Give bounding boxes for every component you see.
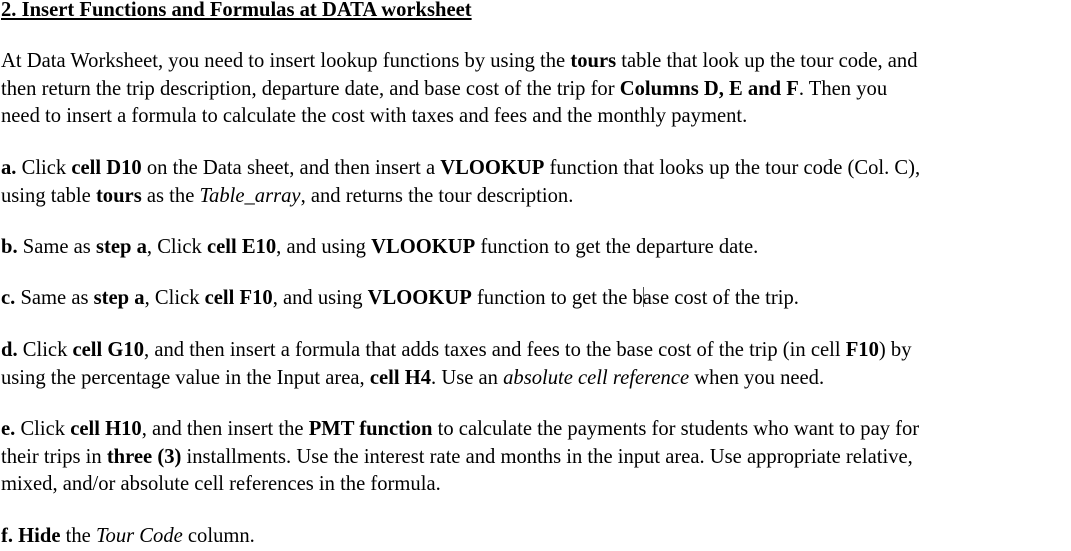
step-e-text: installments. Use the interest rate and months in the input area. Use appropriate relative, [181, 445, 913, 468]
intro-line-2 [1, 76, 1070, 104]
step-b-step-ref: step a [95, 236, 147, 258]
step-c-text: Same as [15, 287, 94, 309]
step-e-marker: e. [1, 418, 16, 440]
step-e-text: , and then insert the [141, 418, 309, 440]
step-d-cell-ref-h4: cell H4 [369, 366, 432, 389]
step-a-text: on the Data sheet, and then insert a [141, 157, 441, 179]
step-d-text: when you need. [689, 366, 825, 389]
step-d-line-1 [1, 337, 1070, 365]
step-f-line-1 [1, 523, 1070, 551]
step-d-paragraph [1, 337, 1070, 392]
step-b-paragraph [1, 234, 1070, 262]
section-heading: 2. Insert Functions and Formulas at DATA worksheet [1, 0, 472, 21]
step-b-cell-ref: cell E10 [206, 236, 277, 258]
step-e-line-3: mixed, and/or absolute cell references in the formula. [1, 473, 441, 495]
step-c-function-name: VLOOKUP [367, 287, 472, 309]
step-b-text: , Click [146, 236, 207, 258]
step-e-text: their trips in [1, 445, 107, 468]
step-c-text: , Click [144, 287, 205, 309]
step-c-text: function to get the b [471, 287, 643, 309]
step-a-text: using table [1, 184, 96, 207]
step-b-marker: b. [1, 236, 18, 258]
step-a-marker: a. [1, 157, 17, 179]
intro-bold-columns: Columns D, E and F [619, 77, 799, 100]
step-e-function-name: PMT function [308, 418, 433, 440]
intro-text: then return the trip description, departure date, and base cost of the trip for [1, 77, 620, 100]
step-f-marker: f. [1, 525, 14, 547]
step-d-text: using the percentage value in the Input area, [1, 366, 370, 389]
step-d-cell-ref: cell G10 [72, 339, 145, 361]
intro-text: . Then you [798, 77, 888, 100]
step-b-line-1 [1, 234, 1070, 262]
step-a-paragraph [1, 155, 1070, 210]
step-c-line-1 [1, 285, 1070, 313]
step-f-text: the [60, 525, 96, 547]
step-a-line-1 [1, 155, 1070, 183]
step-c-marker: c. [1, 287, 16, 309]
step-a-text: as the [141, 184, 200, 207]
step-c-text: , and using [272, 287, 368, 309]
step-e-cell-ref: cell H10 [70, 418, 142, 440]
step-d-text: , and then insert a formula that adds taxes and fees to the base cost of the trip (in cell [144, 339, 846, 361]
step-b-text: function to get the departure date. [475, 236, 759, 258]
step-d-text: Click [17, 339, 73, 361]
step-d-absolute-ref: absolute cell reference [503, 366, 690, 389]
step-e-text: Click [15, 418, 71, 440]
step-b-function-name: VLOOKUP [371, 236, 476, 258]
step-e-line-1 [1, 416, 1070, 444]
step-c-cell-ref: cell F10 [204, 287, 273, 309]
step-d-text: ) by [878, 339, 912, 361]
intro-line-1 [1, 48, 1070, 76]
step-b-text: , and using [276, 236, 372, 258]
step-f-hide: Hide [13, 525, 61, 547]
step-e-installments: three (3) [106, 445, 182, 468]
step-d-marker: d. [1, 339, 18, 361]
step-a-text: Click [16, 157, 72, 179]
step-c-paragraph [1, 285, 1070, 313]
step-a-text: , and returns the tour description. [300, 184, 574, 207]
step-f-column-name: Tour Code [95, 525, 183, 547]
step-c-text: ase cost of the trip. [642, 287, 799, 309]
step-b-text: Same as [17, 236, 96, 258]
step-e-line-2 [1, 444, 1070, 472]
step-a-line-2 [1, 183, 1070, 211]
intro-text: At Data Worksheet, you need to insert lookup functions by using the [1, 50, 571, 72]
step-a-table-name: tours [95, 184, 142, 207]
intro-text: table that look up the tour code, and [616, 50, 918, 72]
step-d-cell-ref-f10: F10 [845, 339, 879, 361]
step-a-function-name: VLOOKUP [440, 157, 545, 179]
step-f-text: column. [182, 525, 255, 547]
step-e-paragraph [1, 416, 1070, 499]
step-a-cell-ref: cell D10 [71, 157, 142, 179]
step-d-text: . Use an [431, 366, 504, 389]
step-c-step-ref: step a [93, 287, 145, 309]
step-f-paragraph [1, 523, 1070, 551]
step-a-table-array: Table_array [199, 184, 301, 207]
step-e-text: to calculate the payments for students who want to pay for [432, 418, 920, 440]
step-d-line-2 [1, 365, 1070, 393]
step-a-text: function that looks up the tour code (Col. C), [544, 157, 921, 179]
intro-bold-tours: tours [570, 50, 617, 72]
intro-paragraph [1, 48, 1070, 131]
intro-line-3: need to insert a formula to calculate the cost with taxes and fees and the monthly payment. [1, 105, 748, 127]
